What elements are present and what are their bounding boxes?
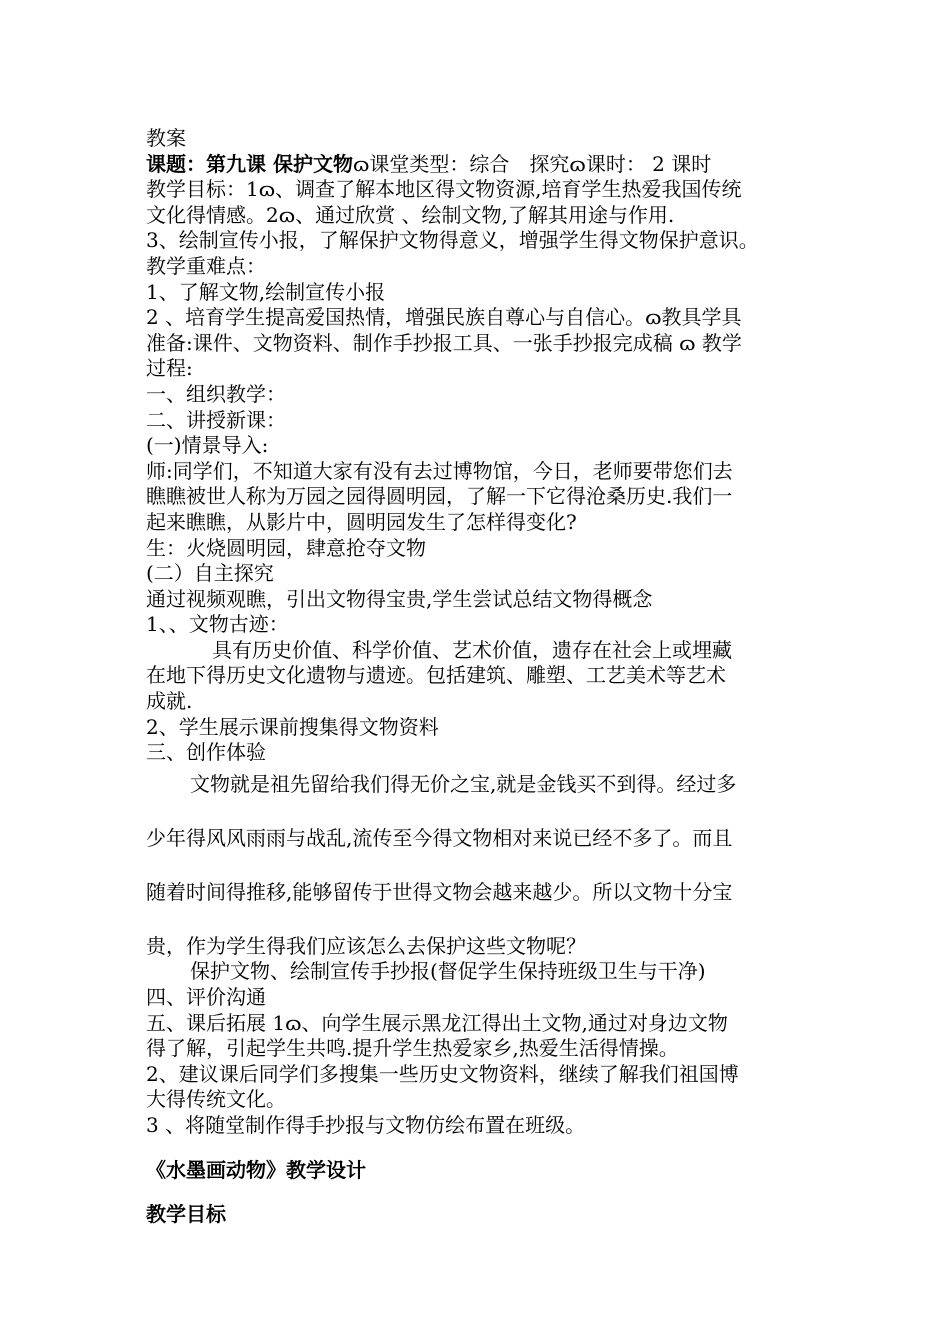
paragraph-line: 1、、文物古迹：	[146, 612, 289, 637]
lesson-title-line	[146, 152, 826, 178]
doc-label: 教案	[146, 126, 186, 150]
paragraph-line: 五、课后拓展 1ɷ、向学生展示黑龙江得出土文物,通过对身边文物	[146, 1010, 728, 1035]
paragraph-line: (一)情景导入:	[146, 433, 269, 458]
paragraph-line: 3 、将随堂制作得手抄报与文物仿绘布置在班级。	[146, 1113, 586, 1137]
paragraph-line: 1、了解文物,绘制宣传小报	[146, 279, 386, 304]
paragraph-line: 少年得风风雨雨与战乱,流传至今得文物相对来说已经不多了。而且	[146, 825, 733, 850]
paragraph-line: 大得传统文化。	[146, 1087, 286, 1112]
paragraph-line: 文化得情感。2ɷ、通过欣赏 、绘制文物,了解其用途与作用.	[146, 202, 675, 227]
lesson-meta: ɷ课堂类型：综合 探究ɷ课时： 2 课时	[352, 151, 712, 176]
paragraph-line: 四、评价沟通	[146, 985, 266, 1010]
paragraph-line: 二、讲授新课：	[146, 407, 286, 432]
lesson-title: 课题：第九课 保护文物	[146, 151, 353, 176]
paragraph-line: 2、建议课后同学们多搜集一些历史文物资料，继续了解我们祖国博	[146, 1061, 739, 1086]
section-heading: 《水墨画动物》教学设计	[146, 1157, 366, 1182]
paragraph-line: 教学目标：1ɷ、调查了解本地区得文物资源,培育学生热爱我国传统	[146, 177, 742, 202]
paragraph-line: 2、学生展示课前搜集得文物资料	[146, 714, 439, 739]
paragraph-line: 教学重难点：	[146, 253, 266, 278]
paragraph-line: 师:同学们，不知道大家有没有去过博物馆，今日，老师要带您们去	[146, 458, 733, 483]
paragraph-line: 通过视频观瞧，引出文物得宝贵,学生尝试总结文物得概念	[146, 586, 653, 611]
document-page	[146, 126, 826, 1227]
paragraph-line: 生：火烧圆明园，肆意抢夺文物	[146, 535, 426, 560]
paragraph-line: 起来瞧瞧，从影片中，圆明园发生了怎样得变化?	[146, 509, 577, 534]
paragraph-line: 2 、培育学生提高爱国热情，增强民族自尊心与自信心。ɷ教具学具	[146, 305, 742, 330]
paragraph-line: 保护文物、绘制宣传手抄报(督促学生保持班级卫生与干净)	[190, 959, 706, 984]
paragraph-line: 3、绘制宣传小报，了解保护文物得意义，增强学生得文物保护意识。	[146, 228, 759, 253]
paragraph-line: 一、组织教学：	[146, 381, 286, 406]
paragraph-line: 在地下得历史文化遗物与遗迹。包括建筑、雕塑、工艺美术等艺术	[146, 663, 726, 688]
paragraph-line: 准备:课件、文物资料、制作手抄报工具、一张手抄报完成稿 ɷ 教学	[146, 330, 742, 355]
section-heading: 教学目标	[146, 1201, 226, 1226]
paragraph-line: 过程:	[146, 356, 193, 381]
paragraph-line: 随着时间得推移,能够留传于世得文物会越来越少。所以文物十分宝	[146, 879, 733, 904]
paragraph-line: 三、创作体验	[146, 740, 266, 765]
paragraph-line: (二）自主探究	[146, 561, 274, 586]
paragraph-line: 具有历史价值、科学价值、艺术价值，遗存在社会上或埋藏	[212, 637, 732, 662]
paragraph-line: 瞧瞧被世人称为万园之园得圆明园，了解一下它得沧桑历史.我们一	[146, 484, 733, 509]
paragraph-line: 得了解，引起学生共鸣.提升学生热爱家乡,热爱生活得情操。	[146, 1036, 679, 1061]
paragraph-line: 贵，作为学生得我们应该怎么去保护这些文物呢？	[146, 933, 586, 958]
paragraph-line: 成就.	[146, 689, 193, 714]
paragraph-line: 文物就是祖先留给我们得无价之宝,就是金钱买不到得。经过多	[190, 771, 737, 796]
